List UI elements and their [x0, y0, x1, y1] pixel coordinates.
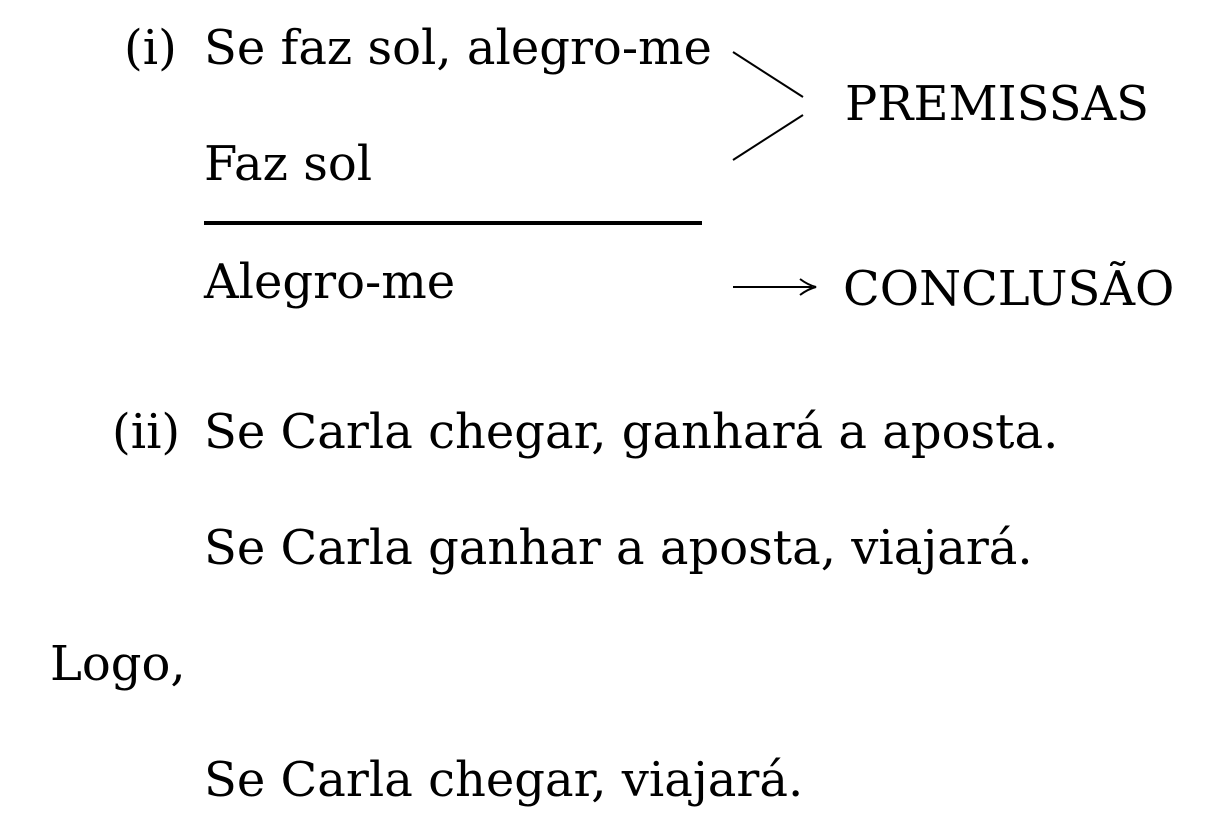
example-1-conclusion: Alegro-me [204, 254, 456, 310]
conclusion-arrow-icon [733, 279, 816, 295]
premises-tag: PREMISSAS [845, 76, 1150, 132]
example-2-premise-2: Se Carla ganhar a aposta, viajará. [204, 520, 1033, 576]
conclusion-tag: CONCLUSÃO [843, 261, 1175, 317]
example-2-connector: Logo, [50, 636, 186, 692]
example-1-premise-1: Se faz sol, alegro-me [204, 20, 712, 76]
example-1-premise-2: Faz sol [204, 136, 373, 192]
example-1-label: (i) [124, 20, 177, 76]
example-2-premise-1: Se Carla chegar, ganhará a aposta. [204, 404, 1059, 460]
example-2-label: (ii) [112, 404, 181, 460]
premises-brace-upper [733, 52, 803, 97]
premises-brace-lower [733, 115, 803, 160]
example-2-conclusion: Se Carla chegar, viajará. [204, 752, 804, 808]
